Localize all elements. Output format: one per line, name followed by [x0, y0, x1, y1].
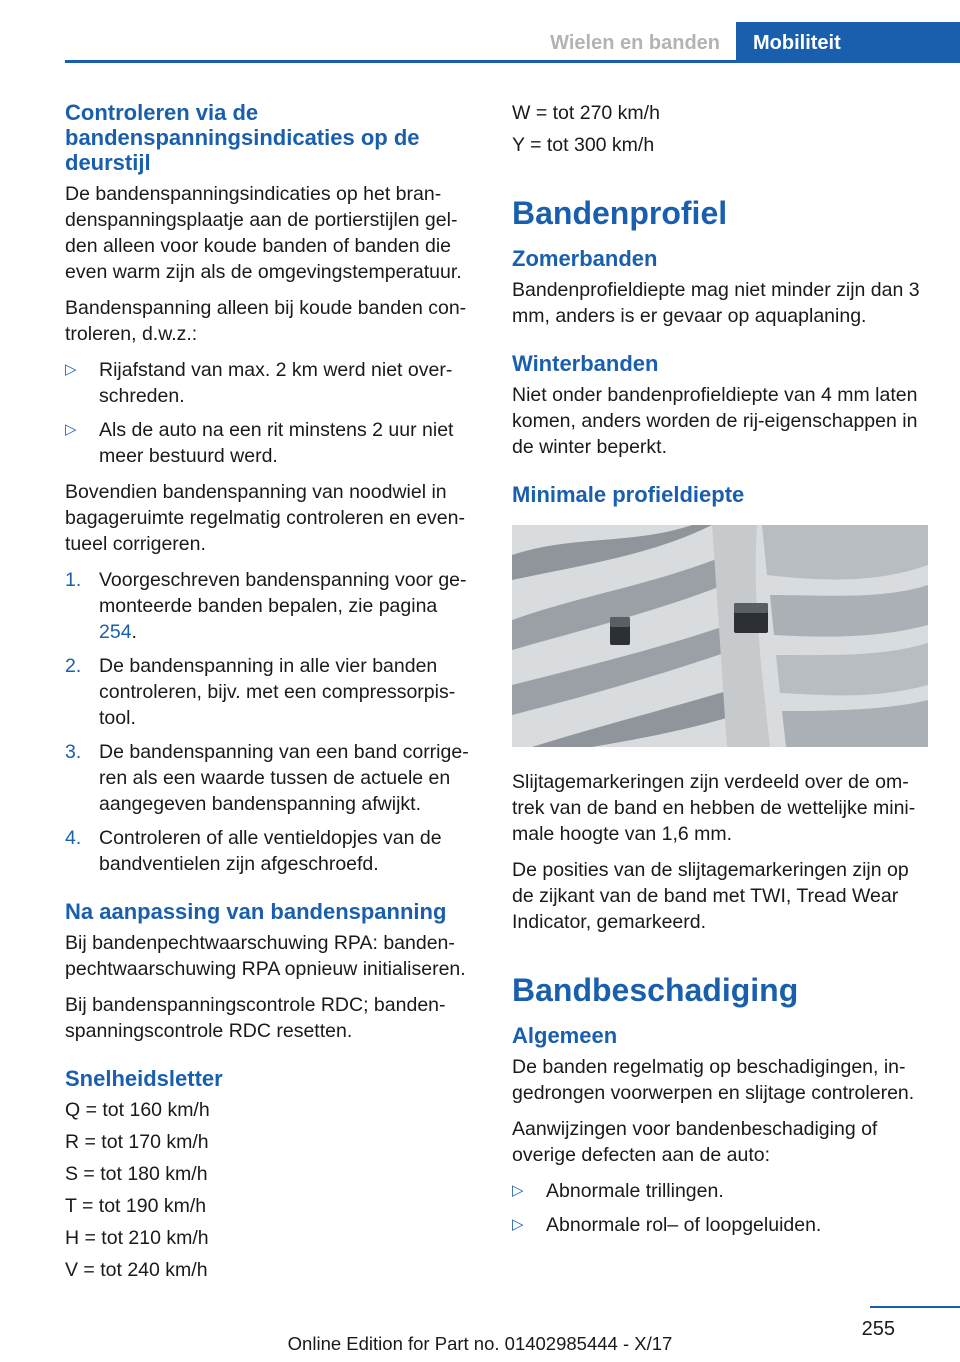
speed-rating: T = tot 190 km/h — [65, 1195, 207, 1217]
paragraph: Bij bandenspanningscontrole RDC; bandenspanningscontrole RDC resetten. — [65, 994, 446, 1042]
heading-general: Algemeen — [512, 1023, 618, 1048]
right-column — [512, 100, 932, 1248]
paragraph: Aanwijzingen voor bandenbeschadiging of overige defecten aan de auto: — [512, 1118, 878, 1166]
speed-rating: Y = tot 300 km/h — [512, 134, 655, 156]
header-chapter-tab[interactable]: Mobiliteit — [736, 22, 960, 62]
list-item-text: De bandenspanning in alle vier banden controleren, bijv. met een compressorpistool. — [99, 655, 456, 729]
speed-rating: V = tot 240 km/h — [65, 1259, 208, 1281]
heading-summer-tyres: Zomerbanden — [512, 246, 658, 271]
paragraph: De posities van de slijtagemarkeringen zijn op de zijkant van de band met TWI, Tread Wear Indicator, gemarkeerd. — [512, 859, 909, 933]
speed-rating: H = tot 210 km/h — [65, 1227, 209, 1249]
heading-after-adjust: Na aanpassing van bandenspanning — [65, 899, 447, 924]
list-item — [65, 653, 480, 731]
list-item-tail: . — [131, 621, 137, 643]
bullet-list — [512, 1178, 932, 1238]
heading-winter-tyres: Winterbanden — [512, 351, 659, 376]
speed-rating: Q = tot 160 km/h — [65, 1099, 210, 1121]
list-item — [65, 739, 480, 817]
edition-footer: Online Edition for Part no. 01402985444 - X/17 — [287, 1333, 673, 1354]
list-item-text: Als de auto na een rit minstens 2 uur niet meer bestuurd werd. — [99, 419, 454, 467]
paragraph: De bandenspanningsindicaties op het brandenspanningsplaatje aan de portierstijlen gelden alleen voor koude banden of banden die even warm zijn als de omgevingstemperatuur. — [65, 183, 462, 283]
speed-rating: W = tot 270 km/h — [512, 102, 660, 124]
heading-tread-profile: Bandenprofiel — [512, 195, 728, 231]
step-number: 1. — [65, 569, 82, 591]
list-item-text: Abnormale trillingen. — [546, 1180, 724, 1202]
list-item — [65, 567, 480, 645]
bullet-list — [65, 357, 480, 469]
left-column — [65, 100, 480, 1289]
paragraph: Niet onder bandenprofieldiepte van 4 mm laten komen, anders worden de rij-eigenschappen in de winter beperkt. — [512, 384, 918, 458]
triangle-bullet-icon: ▷ — [65, 361, 77, 378]
header-divider — [65, 60, 960, 63]
speed-rating: S = tot 180 km/h — [65, 1163, 208, 1185]
triangle-bullet-icon: ▷ — [512, 1216, 524, 1233]
paragraph: Bandenspanning alleen bij koude banden controleren, d.w.z.: — [65, 297, 467, 345]
list-item-text: Controleren of alle ventieldopjes van de bandventielen zijn afgeschroefd. — [99, 827, 442, 875]
paragraph: Bandenprofieldiepte mag niet minder zijn dan 3 mm, anders is er gevaar op aquaplaning. — [512, 279, 920, 327]
page-number: 255 — [861, 1318, 895, 1340]
list-item-text: Voorgeschreven bandenspanning voor gemonteerde banden bepalen, zie pagina — [99, 569, 467, 617]
list-item — [512, 1178, 932, 1204]
heading-speed-letter: Snelheidsletter — [65, 1066, 223, 1091]
step-number: 4. — [65, 827, 82, 849]
list-item-text: Rijafstand van max. 2 km werd niet overschreden. — [99, 359, 453, 407]
triangle-bullet-icon: ▷ — [65, 421, 77, 438]
heading-check-door: Controleren via de bandenspanningsindicaties op de deurstijl — [65, 100, 420, 175]
list-item-text: De bandenspanning van een band corrigeren als een waarde tussen de actuele en aangegeven bandenspanning afwijkt. — [99, 741, 469, 815]
page-header — [0, 0, 960, 62]
paragraph: Bij bandenpechtwaarschuwing RPA: bandenpechtwaarschuwing RPA opnieuw initialiseren. — [65, 932, 466, 980]
tyre-wear-indicator-illustration — [512, 525, 928, 747]
header-section-title[interactable]: Wielen en banden — [550, 32, 720, 54]
list-item — [65, 825, 480, 877]
speed-rating: R = tot 170 km/h — [65, 1131, 209, 1153]
heading-tyre-damage: Bandbeschadiging — [512, 972, 799, 1008]
paragraph: De banden regelmatig op beschadigingen, ingedrongen voorwerpen en slijtage controleren. — [512, 1056, 915, 1104]
heading-min-tread-depth: Minimale profieldiepte — [512, 482, 745, 507]
list-item-text: Abnormale rol– of loopgeluiden. — [546, 1214, 822, 1236]
footer-divider — [870, 1306, 960, 1308]
list-item — [65, 357, 480, 409]
paragraph: Slijtagemarkeringen zijn verdeeld over de omtrek van de band en hebben de wettelijke minimale hoogte van 1,6 mm. — [512, 771, 916, 845]
step-number: 2. — [65, 655, 82, 677]
numbered-list — [65, 567, 480, 877]
page-link[interactable]: 254 — [99, 621, 132, 643]
step-number: 3. — [65, 741, 82, 763]
paragraph: Bovendien bandenspanning van noodwiel in bagageruimte regelmatig controleren en eventueel corrigeren. — [65, 481, 465, 555]
list-item — [65, 417, 480, 469]
list-item — [512, 1212, 932, 1238]
triangle-bullet-icon: ▷ — [512, 1182, 524, 1199]
